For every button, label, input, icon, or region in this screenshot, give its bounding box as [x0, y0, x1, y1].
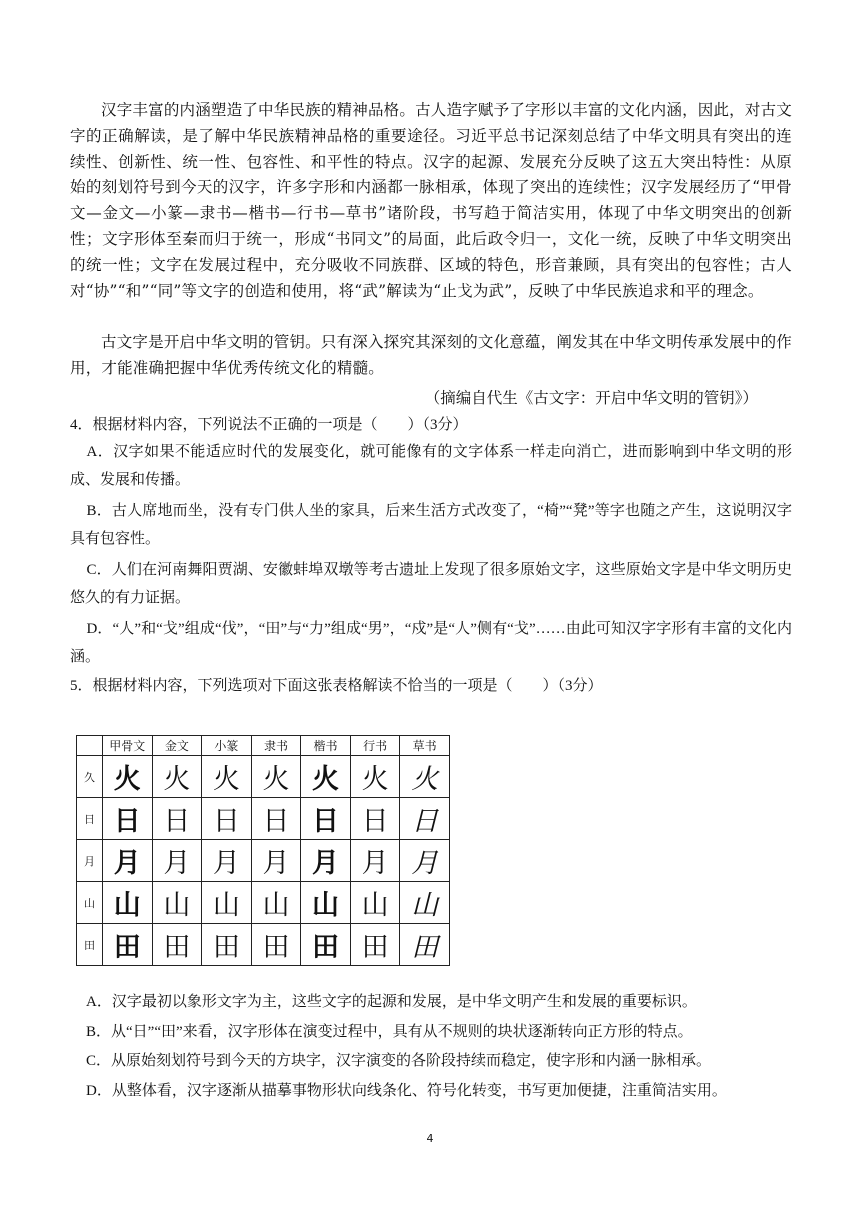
passage-source: （摘编自代生《古文字：开启中华文明的管钥》）	[424, 389, 758, 407]
table-row	[77, 924, 450, 966]
glyph-regular: 月	[301, 840, 351, 882]
question-5-stem: 5．根据材料内容，下列选项对下面这张表格解读不恰当的一项是（ ）（3分）	[70, 678, 603, 694]
question-5-option-b: B．从“日”“田”来看，汉字形体在演变过程中，具有从不规则的块状逐渐转向正方形的特点。	[86, 1024, 693, 1040]
script-evolution-table	[76, 735, 450, 966]
glyph-bronze: 火	[152, 756, 202, 798]
glyph-bronze: 月	[152, 840, 202, 882]
column-header: 隶书	[251, 736, 301, 756]
table-header-row	[77, 736, 450, 756]
glyph-bronze: 山	[152, 882, 202, 924]
question-5-option-a: A．汉字最初以象形文字为主，这些文字的起源和发展，是中华文明产生和发展的重要标识。	[86, 994, 697, 1010]
page-number: 4	[426, 1132, 434, 1145]
glyph-clerical: 山	[251, 882, 301, 924]
glyph-oracle: 山	[103, 882, 153, 924]
glyph-oracle: 火	[103, 756, 153, 798]
column-header: 甲骨文	[103, 736, 153, 756]
glyph-regular: 田	[301, 924, 351, 966]
glyph-small-seal: 山	[202, 882, 252, 924]
glyph-oracle: 田	[103, 924, 153, 966]
glyph-small-seal: 火	[202, 756, 252, 798]
table-row	[77, 840, 450, 882]
glyph-running: 山	[350, 882, 400, 924]
glyph-regular: 火	[301, 756, 351, 798]
glyph-clerical: 月	[251, 840, 301, 882]
column-header: 草书	[400, 736, 450, 756]
column-header: 小篆	[202, 736, 252, 756]
table-corner-cell	[77, 736, 103, 756]
glyph-bronze: 田	[152, 924, 202, 966]
table-row	[77, 798, 450, 840]
row-label: 田	[77, 924, 103, 966]
row-label: 月	[77, 840, 103, 882]
glyph-oracle: 月	[103, 840, 153, 882]
glyph-bronze: 日	[152, 798, 202, 840]
glyph-cursive: 田	[400, 924, 450, 966]
glyph-regular: 日	[301, 798, 351, 840]
glyph-clerical: 田	[251, 924, 301, 966]
question-4-option-c: C．人们在河南舞阳贾湖、安徽蚌埠双墩等考古遗址上发现了很多原始文字，这些原始文字是中华文明历史悠久的有力证据。	[70, 562, 792, 606]
question-4-stem: 4．根据材料内容，下列说法不正确的一项是（ ）（3分）	[70, 417, 468, 433]
table-row	[77, 882, 450, 924]
glyph-small-seal: 日	[202, 798, 252, 840]
question-4-option-a: A．汉字如果不能适应时代的发展变化，就可能像有的文字体系一样走向消亡，进而影响到中华文明的形成、发展和传播。	[70, 444, 792, 488]
column-header: 金文	[152, 736, 202, 756]
table-row	[77, 756, 450, 798]
question-5-option-d: D．从整体看，汉字逐渐从描摹事物形状向线条化、符号化转变，书写更加便捷，注重简洁实用。	[86, 1083, 727, 1099]
column-header: 楷书	[301, 736, 351, 756]
glyph-running: 月	[350, 840, 400, 882]
glyph-cursive: 山	[400, 882, 450, 924]
question-4-option-b: B．古人席地而坐，没有专门供人坐的家具，后来生活方式改变了，“椅”“凳”等字也随之产生，这说明汉字具有包容性。	[70, 503, 792, 547]
question-4-option-d: D．“人”和“戈”组成“伐”，“田”与“力”组成“男”，“戍”是“人”侧有“戈”……由此可知汉字字形有丰富的文化内涵。	[70, 621, 792, 665]
glyph-regular: 山	[301, 882, 351, 924]
passage-paragraph-1: 汉字丰富的内涵塑造了中华民族的精神品格。古人造字赋予了字形以丰富的文化内涵，因此，对古文字的正确解读，是了解中华民族精神品格的重要途径。习近平总书记深刻总结了中华文明具有突出的连续性、创新性、统一性、包容性、和平性的特点。汉字的起源、发展充分反映了这五大突出特性：从原始的刻划符号到今天的汉字，许多字形和内涵都一脉相承，体现了突出的连续性；汉字发展经历了“甲骨文—金文—小篆—隶书—楷书—行书—草书”诸阶段，书写趋于简洁实用，体现了中华文明突出的创新性；文字形体至秦而归于统一，形成“书同文”的局面，此后政令归一，文化一统，反映了中华文明突出的统一性；文字在发展过程中，充分吸收不同族群、区域的特色，形音兼顾，具有突出的包容性；古人对“协”“和”“同”等文字的创造和使用，将“武”解读为“止戈为武”，反映了中华民族追求和平的理念。	[70, 101, 792, 300]
passage-paragraph-2: 古文字是开启中华文明的管钥。只有深入探究其深刻的文化意蕴，阐发其在中华文明传承发展中的作用，才能准确把握中华优秀传统文化的精髓。	[70, 333, 792, 377]
glyph-small-seal: 田	[202, 924, 252, 966]
column-header: 行书	[350, 736, 400, 756]
row-label: 日	[77, 798, 103, 840]
question-5-option-c: C．从原始刻划符号到今天的方块字，汉字演变的各阶段持续而稳定，使字形和内涵一脉相承。	[86, 1053, 712, 1069]
glyph-clerical: 火	[251, 756, 301, 798]
glyph-cursive: 月	[400, 840, 450, 882]
row-label: 山	[77, 882, 103, 924]
glyph-clerical: 日	[251, 798, 301, 840]
glyph-cursive: 日	[400, 798, 450, 840]
glyph-cursive: 火	[400, 756, 450, 798]
glyph-running: 田	[350, 924, 400, 966]
glyph-small-seal: 月	[202, 840, 252, 882]
row-label: 久	[77, 756, 103, 798]
glyph-running: 日	[350, 798, 400, 840]
glyph-running: 火	[350, 756, 400, 798]
glyph-oracle: 日	[103, 798, 153, 840]
